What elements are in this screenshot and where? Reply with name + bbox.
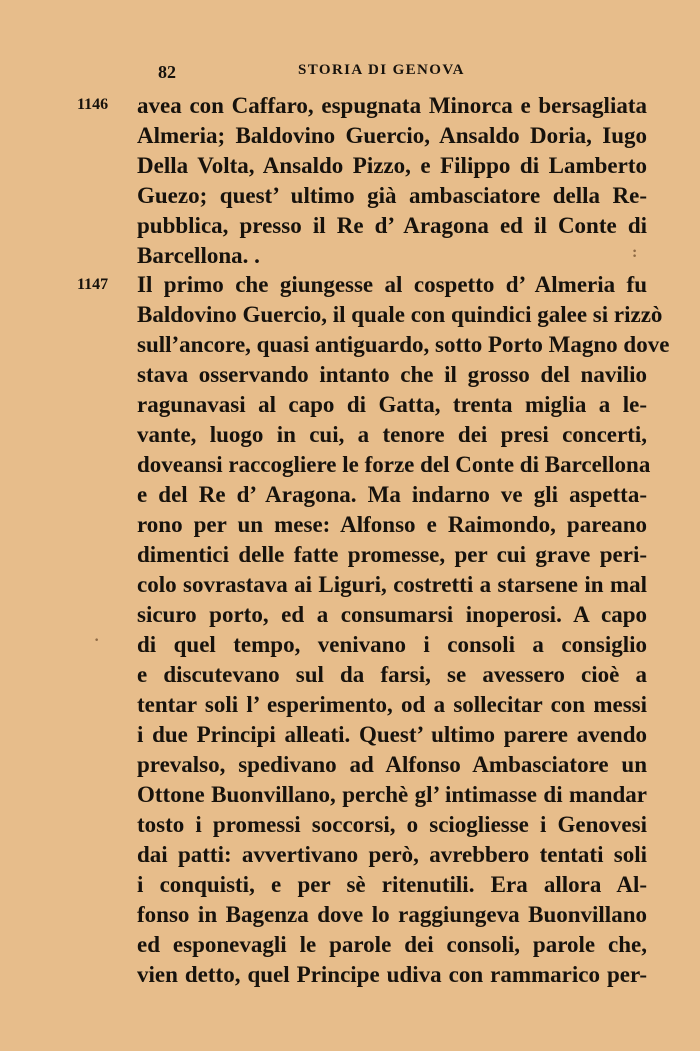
text-line-1: avea con Caffaro, espugnata Minorca e bersagliata — [137, 93, 647, 118]
text-line-29: ed esponevagli le parole dei consoli, parole che, — [137, 932, 647, 957]
text-line-17: colo sovrastava ai Liguri, costretti a starsene in mal — [137, 572, 647, 597]
text-line-14: e del Re d’ Aragona. Ma indarno ve gli aspetta- — [137, 482, 647, 507]
text-line-18: sicuro porto, ed a consumarsi inoperosi. A capo — [137, 602, 647, 627]
text-line-12: vante, luogo in cui, a tenore dei presi concerti, — [137, 422, 647, 447]
running-title: STORIA DI GENOVA — [298, 62, 465, 78]
text-line-5: pubblica, presso il Re d’ Aragona ed il Conte di — [137, 213, 647, 238]
text-line-21: tentar soli l’ esperimento, od a sollecitar con messi — [137, 692, 647, 717]
margin-colon-mark: : — [632, 244, 638, 261]
text-line-16: dimentici delle fatte promesse, per cui grave peri- — [137, 542, 647, 567]
text-line-9: sull’ancore, quasi antiguardo, sotto Porto Magno dove — [137, 332, 670, 357]
margin-dot-mark: · — [94, 632, 100, 649]
text-line-23: prevalso, spedivano ad Alfonso Ambasciatore un — [137, 752, 647, 777]
text-line-24: Ottone Buonvillano, perchè gl’ intimasse di mandar — [137, 782, 647, 807]
text-line-7: Il primo che giungesse al cospetto d’ Almeria fu — [137, 272, 647, 297]
year-1147: 1147 — [77, 276, 109, 293]
text-line-11: ragunavasi al capo di Gatta, trenta miglia a le- — [137, 392, 647, 417]
text-line-10: stava osservando intanto che il grosso del navilio — [137, 362, 647, 387]
text-line-19: di quel tempo, venivano i consoli a consiglio — [137, 632, 647, 657]
text-line-20: e discutevano sul da farsi, se avessero cioè a — [137, 662, 647, 687]
text-line-6: Barcellona. . — [137, 243, 260, 268]
text-line-30: vien detto, quel Principe udiva con rammarico per- — [137, 962, 647, 987]
text-line-13: doveansi raccogliere le forze del Conte di Barcellona — [137, 452, 651, 477]
year-1146: 1146 — [77, 96, 109, 113]
text-line-25: tosto i promessi soccorsi, o sciogliesse i Genovesi — [137, 812, 647, 837]
text-line-28: fonso in Bagenza dove lo raggiungeva Buonvillano — [137, 902, 647, 927]
text-line-8: Baldovino Guercio, il quale con quindici galee si rizzò — [137, 302, 663, 327]
text-line-3: Della Volta, Ansaldo Pizzo, e Filippo di Lamberto — [137, 153, 647, 178]
text-line-27: i conquisti, e per sè ritenutili. Era allora Al- — [137, 872, 647, 897]
page-header — [158, 62, 648, 88]
text-line-22: i due Principi alleati. Quest’ ultimo parere avendo — [137, 722, 647, 747]
text-line-4: Guezo; quest’ ultimo già ambasciatore della Re- — [137, 183, 647, 208]
text-line-15: rono per un mese: Alfonso e Raimondo, pareano — [137, 512, 647, 537]
text-line-26: dai patti: avvertivano però, avrebbero tentati soli — [137, 842, 647, 867]
page-number: 82 — [158, 62, 176, 82]
text-line-2: Almeria; Baldovino Guercio, Ansaldo Doria, Iugo — [137, 123, 647, 148]
